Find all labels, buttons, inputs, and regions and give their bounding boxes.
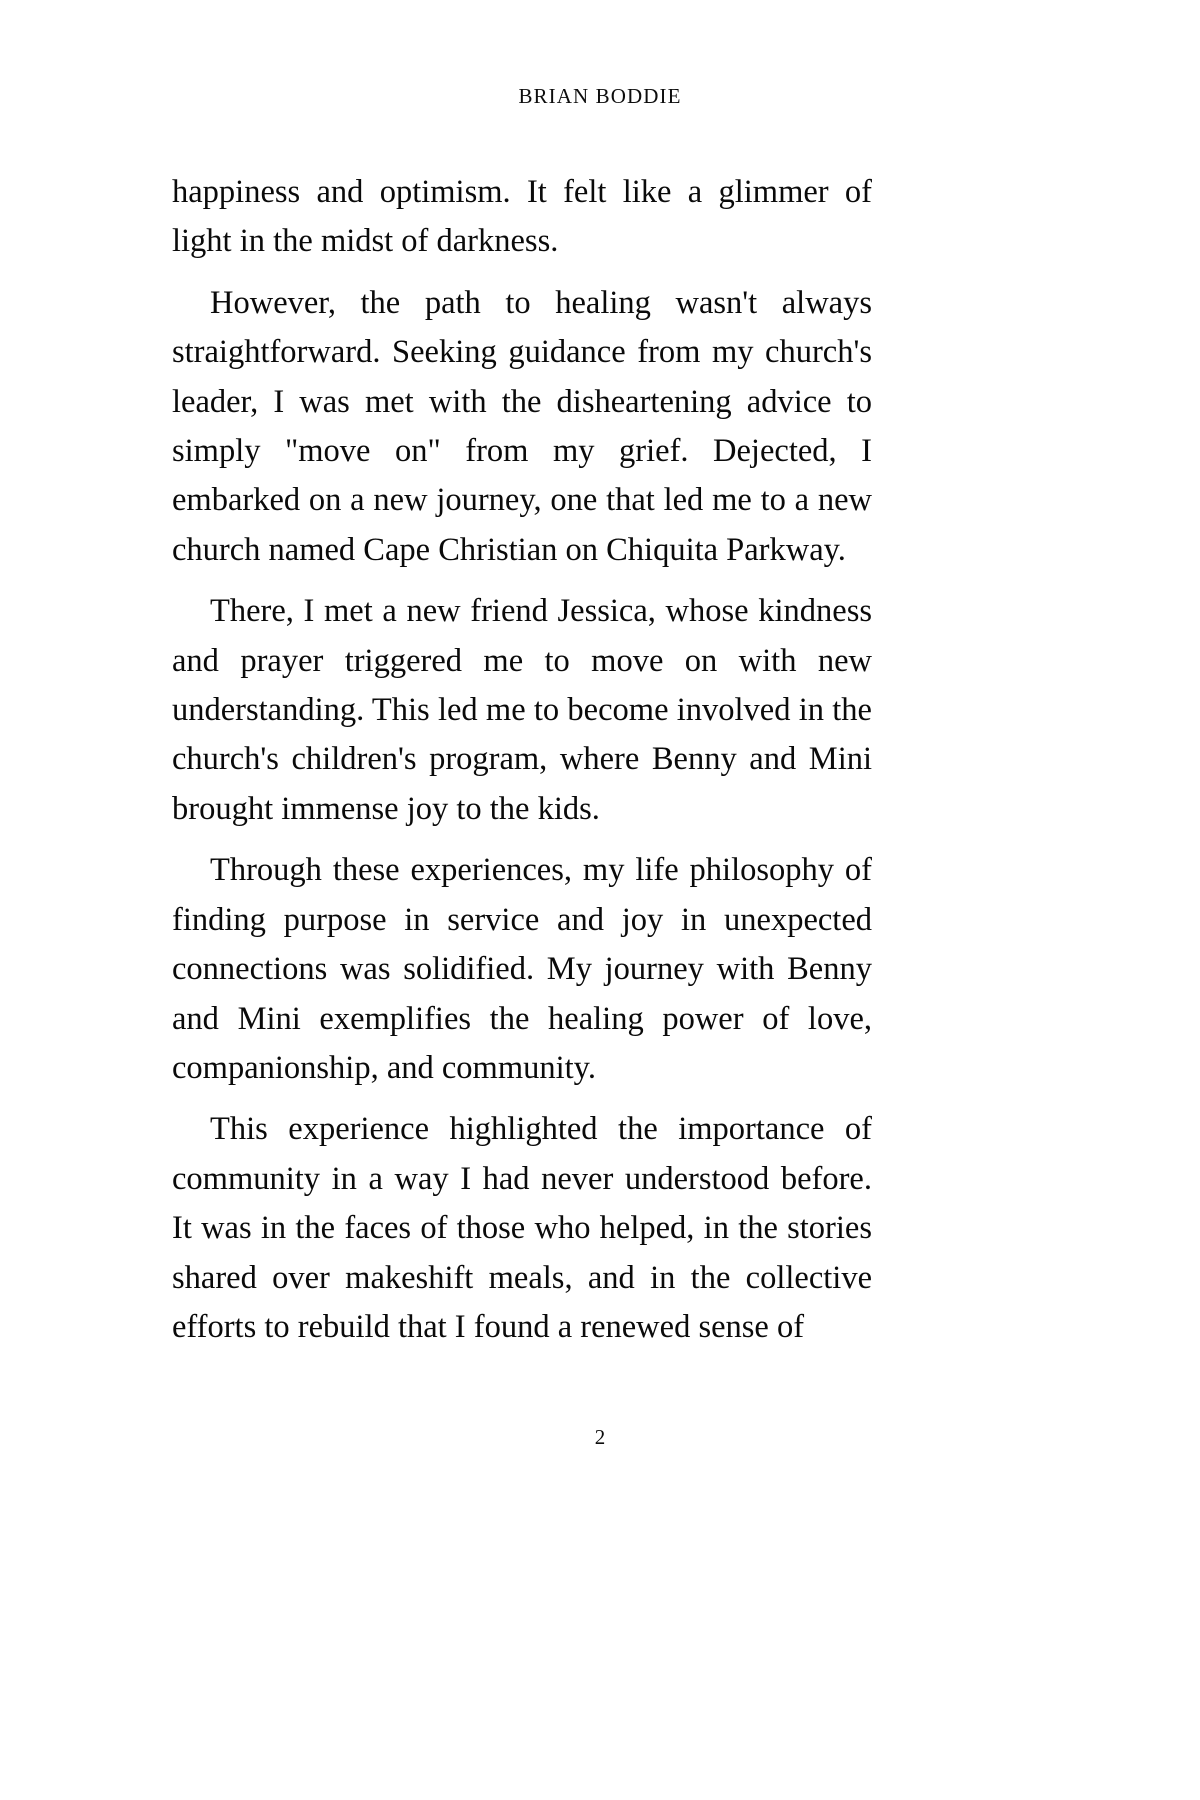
paragraph: There, I met a new friend Jessica, whose kindness and prayer triggered me to move on with new understanding. This led me to become involved in the church's children's program, where Benny and Mini brought immense joy to the kids. [172, 593, 872, 827]
page-number: 2 [594, 1425, 606, 1449]
running-head: BRIAN BODDIE [518, 84, 682, 108]
paragraph: This experience highlighted the importance of community in a way I had never understood before. It was in the faces of those who helped, in the stories shared over makeshift meals, and in the collective efforts to rebuild that I found a renewed sense of [172, 1111, 872, 1345]
paragraph: However, the path to healing wasn't always straightforward. Seeking guidance from my church's leader, I was met with the disheartening advice to simply "move on" from my grief. Dejected, I embarked on a new journey, one that led me to a new church named Cape Christian on Chiquita Parkway. [172, 284, 872, 568]
paragraph: happiness and optimism. It felt like a glimmer of light in the midst of darkness. [172, 174, 872, 260]
body-text-column [172, 168, 872, 1352]
paragraph: Through these experiences, my life philosophy of finding purpose in service and joy in unexpected connections was solidified. My journey with Benny and Mini exemplifies the healing power of love, companionship, and community. [172, 852, 872, 1086]
